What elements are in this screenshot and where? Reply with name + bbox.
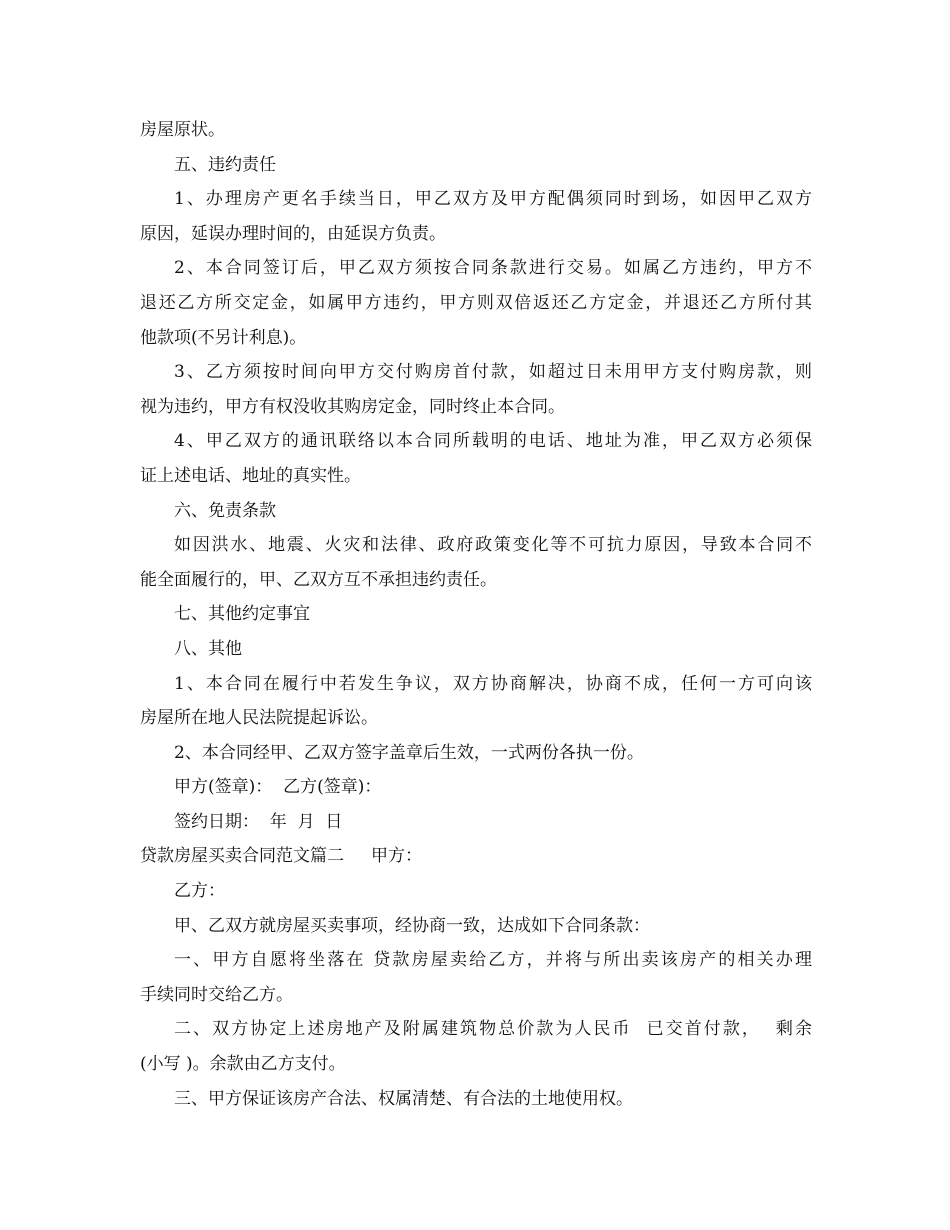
- paragraph-line: 1、本合同在履行中若发生争议，双方协商解决，协商不成，任何一方可向该: [174, 673, 812, 694]
- paragraph-line: 3、乙方须按时间向甲方交付购房首付款，如超过日未用甲方支付购房款，则: [174, 362, 812, 383]
- section-heading: 五、违约责任: [174, 154, 276, 175]
- paragraph-line: 2、本合同签订后，甲乙双方须按合同条款进行交易。如属乙方违约，甲方不: [174, 258, 812, 279]
- section-heading: 八、其他: [174, 638, 242, 659]
- paragraph-line: 证上述电话、地址的真实性。: [140, 465, 361, 486]
- paragraph-line: 退还乙方所交定金，如属甲方违约，甲方则双倍返还乙方定金，并退还乙方所付其: [140, 292, 812, 313]
- paragraph-line: 三、甲方保证该房产合法、权属清楚、有合法的土地使用权。: [174, 1088, 633, 1109]
- paragraph-line: 视为违约，甲方有权没收其购房定金，同时终止本合同。: [140, 396, 565, 417]
- paragraph-line: 一、甲方自愿将坐落在 贷款房屋卖给乙方，并将与所出卖该房产的相关办理: [174, 950, 812, 971]
- paragraph-line: 甲、乙双方就房屋买卖事项，经协商一致，达成如下合同条款：: [174, 915, 650, 936]
- signing-date-line: 签约日期： 年 月 日: [174, 811, 343, 832]
- paragraph-line: 房屋所在地人民法院提起诉讼。: [140, 708, 378, 729]
- paragraph-line: 4、甲乙双方的通讯联络以本合同所载明的电话、地址为准，甲乙双方必须保: [174, 431, 812, 452]
- section-heading: 六、免责条款: [174, 500, 276, 521]
- paragraph-line: 房屋原状。: [140, 120, 225, 140]
- paragraph-line: 手续同时交给乙方。: [140, 984, 293, 1005]
- paragraph-line: 他款项(不另计利息)。: [140, 327, 307, 348]
- signature-line: 甲方(签章)： 乙方(签章)：: [174, 777, 382, 798]
- paragraph-line: 1、办理房产更名手续当日，甲乙双方及甲方配偶须同时到场，如因甲乙双方: [174, 189, 812, 210]
- party-b-line: 乙方：: [174, 881, 225, 902]
- document-title-line: 贷款房屋买卖合同范文篇二 甲方：: [140, 846, 423, 867]
- paragraph-line: 2、本合同经甲、乙双方签字盖章后生效，一式两份各执一份。: [174, 742, 644, 763]
- paragraph-line: 如因洪水、地震、火灾和法律、政府政策变化等不可抗力原因，导致本合同不: [174, 535, 812, 556]
- paragraph-line: 二、双方协定上述房地产及附属建筑物总价款为人民币 已交首付款， 剩余: [174, 1019, 812, 1040]
- document-page: [140, 113, 812, 1116]
- paragraph-line: (小写 )。余款由乙方支付。: [140, 1054, 346, 1075]
- paragraph-line: 原因，延误办理时间的，由延误方负责。: [140, 223, 446, 244]
- paragraph-line: 能全面履行的，甲、乙双方互不承担违约责任。: [140, 569, 497, 590]
- section-heading: 七、其他约定事宜: [174, 604, 310, 625]
